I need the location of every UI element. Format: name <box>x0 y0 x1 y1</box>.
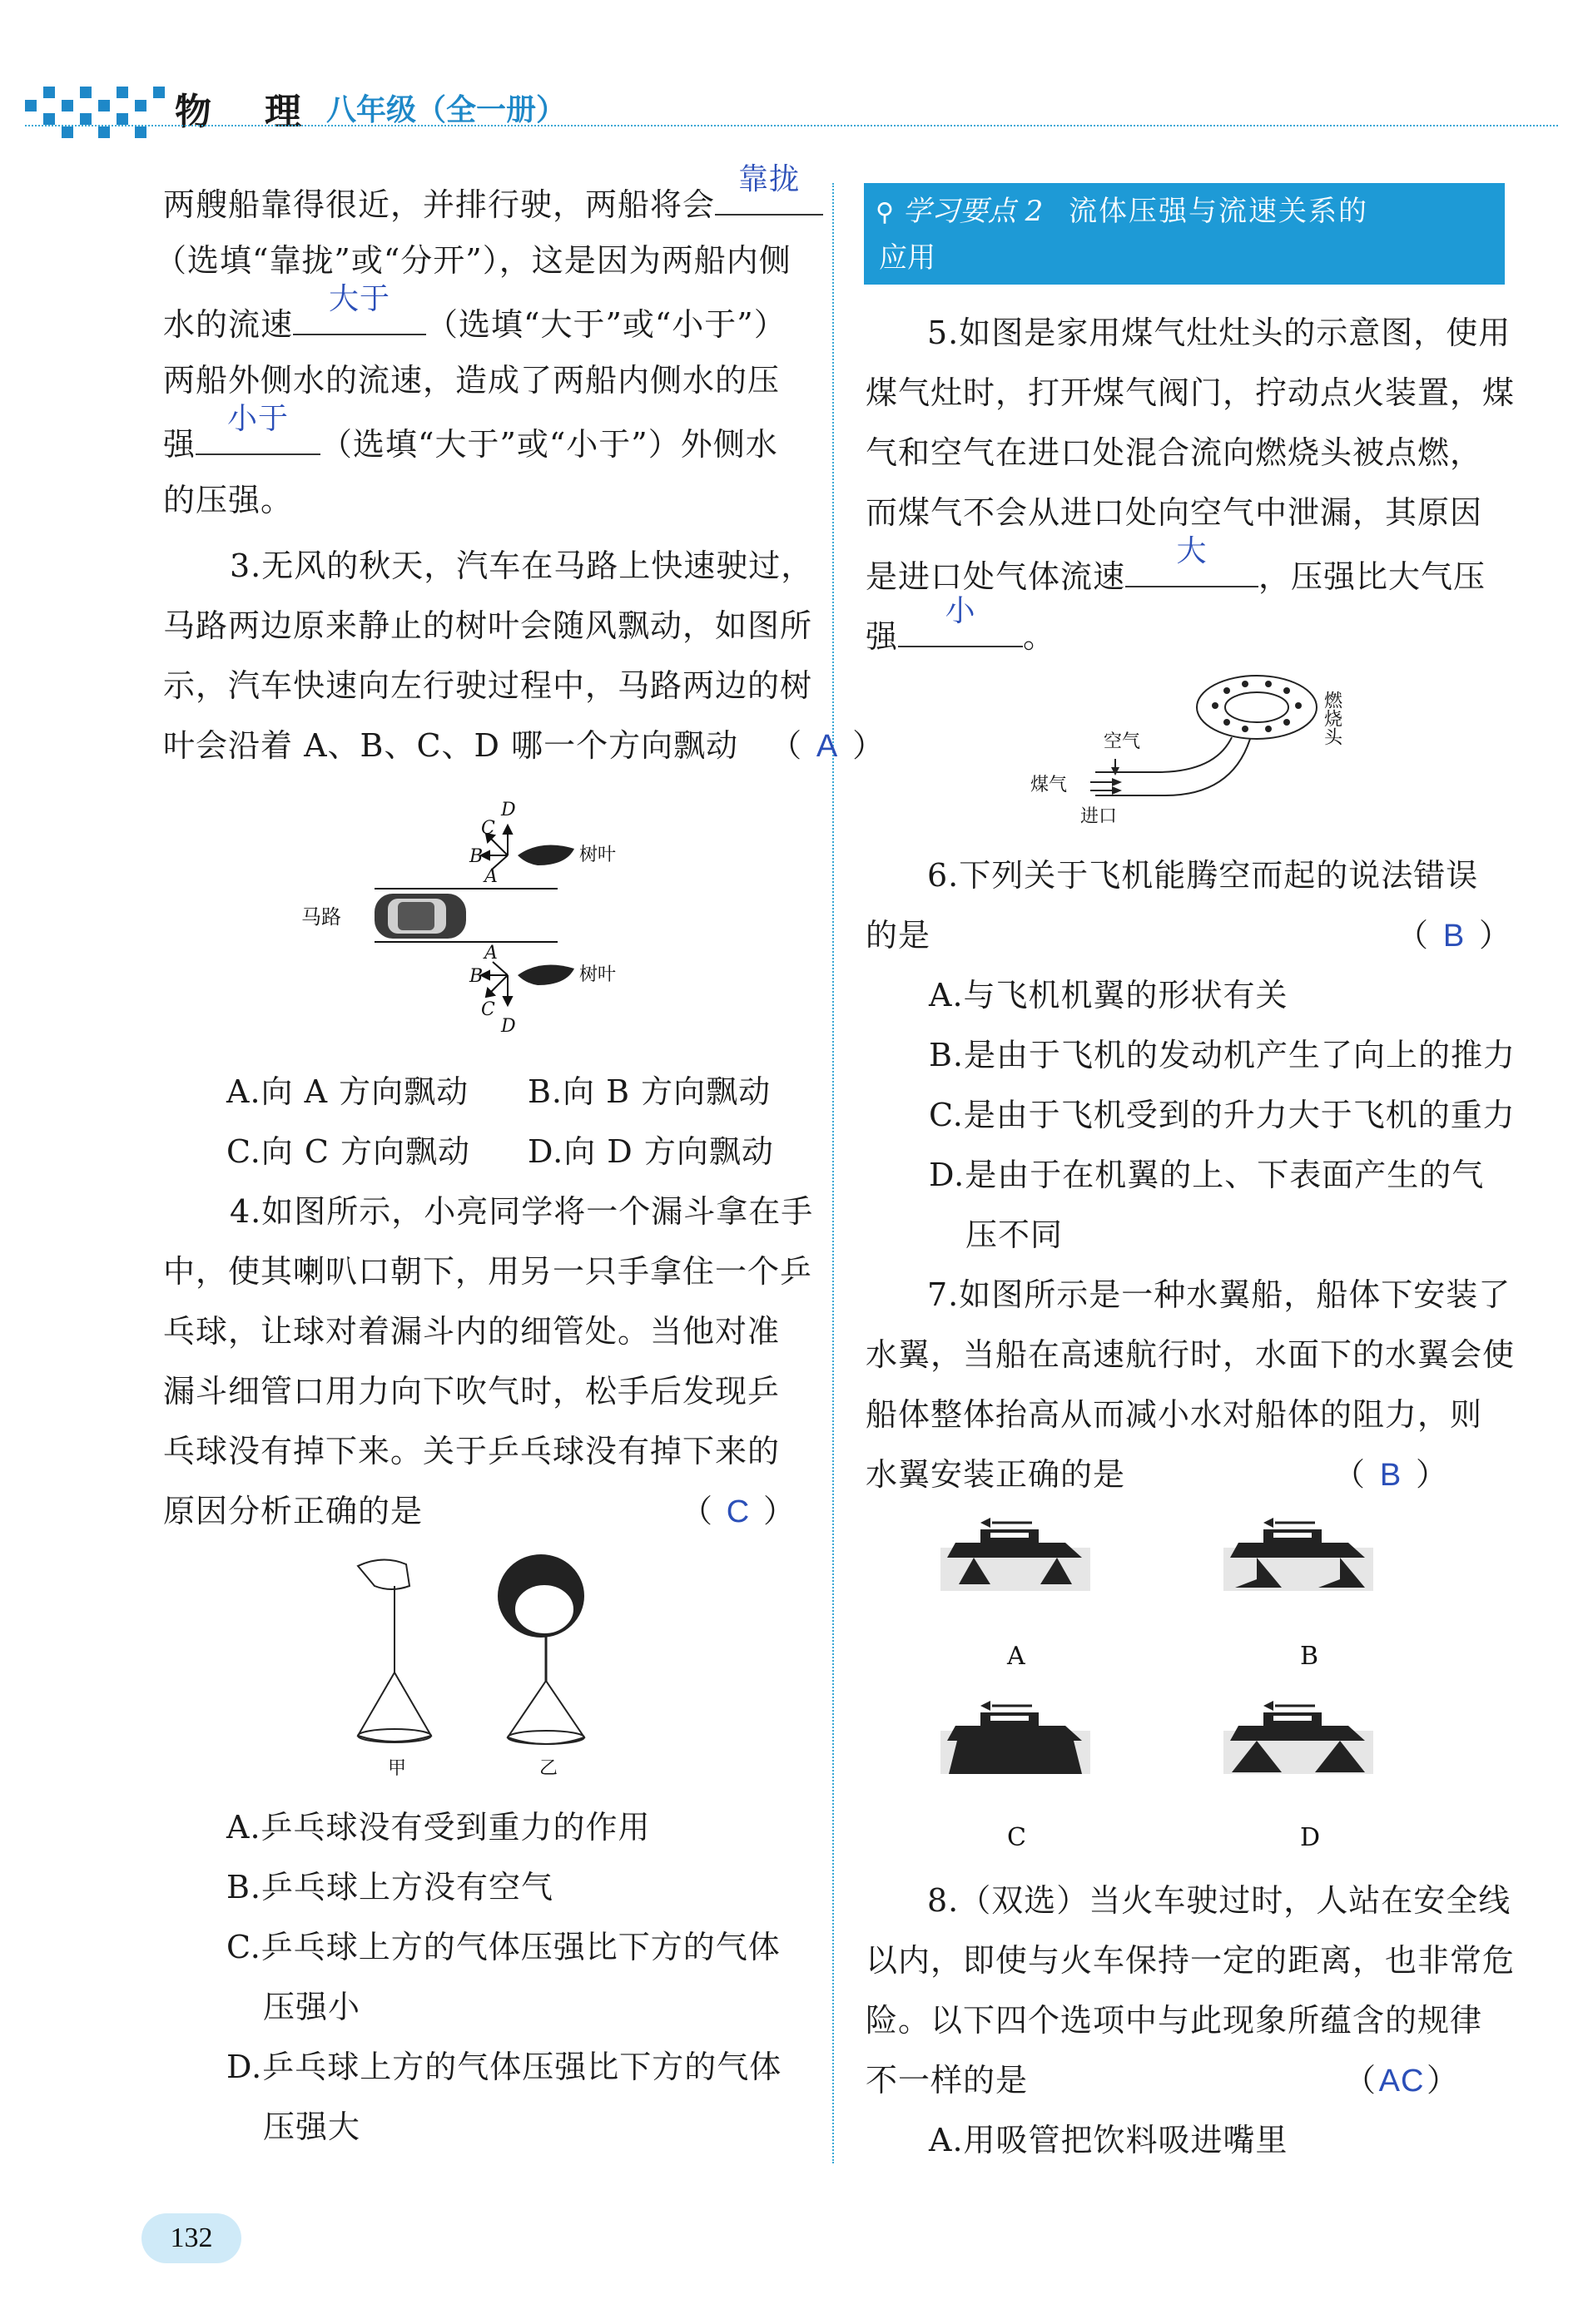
road-leaves-figure <box>291 790 674 1040</box>
header-decoration <box>17 75 166 141</box>
boat-d-icon <box>1223 1701 1373 1774</box>
q3-option-b: B.向 B 方向飘动 <box>528 1073 772 1110</box>
q7-answer: B <box>1379 1458 1402 1493</box>
q2-answer-3: 小于 <box>227 401 290 435</box>
boat-c-icon <box>940 1701 1090 1774</box>
q4-line4: 漏斗细管口用力向下吹气时，松手后发现乒 <box>163 1373 781 1410</box>
q3-option-a: A.向 A 方向飘动 <box>226 1073 469 1110</box>
svg-text:B: B <box>469 966 484 987</box>
grade-title: 八年级（全一册） <box>326 93 567 127</box>
svg-text:C: C <box>481 999 495 1020</box>
search-icon: ⚲ <box>876 198 894 227</box>
q2-line1: 两艘船靠得很近，并排行驶，两船将会 靠拢 <box>163 171 823 235</box>
q4-option-c2: 压强小 <box>263 1989 361 2025</box>
svg-text:B: B <box>469 846 484 867</box>
svg-text:甲: 甲 <box>388 1758 407 1779</box>
q3-answer: A <box>816 729 839 764</box>
svg-text:进口: 进口 <box>1080 806 1118 827</box>
q6-answer: B <box>1442 919 1466 954</box>
q3-option-d: D.向 D 方向飘动 <box>528 1133 774 1170</box>
section-title-1: 流体压强与流速关系的 <box>1069 195 1369 228</box>
svg-text:空气: 空气 <box>1104 731 1141 752</box>
road-label: 马路 <box>301 905 341 929</box>
q2-line5: 强 小于 （选填“大于”或“小于”）外侧水 <box>163 410 778 474</box>
svg-text:乙: 乙 <box>539 1758 558 1779</box>
q4-option-d2: 压强大 <box>263 2108 361 2145</box>
svg-text:D: D <box>501 800 516 820</box>
leaf-bottom-icon <box>518 965 574 986</box>
q2-line3: 水的流速 大于 （选填“大于”或“小于”） <box>163 290 787 354</box>
svg-text:A: A <box>484 866 498 887</box>
q8-answer: AC <box>1378 2064 1425 2099</box>
q5-line6: 强 小 。 <box>866 602 1055 666</box>
q5-line3: 气和空气在进口处混合流向燃烧头被点燃， <box>866 434 1483 471</box>
page-number: 132 <box>141 2213 241 2263</box>
q3-line2: 马路两边原来静止的树叶会随风飘动，如图所 <box>163 607 813 644</box>
q2-line6: 的压强。 <box>163 482 294 518</box>
q4-option-a: A.乒乓球没有受到重力的作用 <box>226 1809 651 1846</box>
q8-line3: 险。以下四个选项中与此现象所蕴含的规律 <box>866 2002 1483 2039</box>
boat-a-icon <box>940 1518 1090 1591</box>
q7-line1: 7.如图所示是一种水翼船，船体下安装了 <box>927 1276 1511 1313</box>
q6-option-b: B.是由于飞机的发动机产生了向上的推力 <box>929 1037 1516 1073</box>
q2-answer-2: 大于 <box>329 281 391 315</box>
svg-text:C: C <box>481 818 495 839</box>
q5-line2: 煤气灶时，打开煤气阀门，拧动点火装置，煤 <box>866 374 1516 411</box>
svg-text:B: B <box>1300 1642 1319 1671</box>
q4-line6: 原因分析正确的是 （ C ） <box>163 1481 796 1542</box>
q6-option-d1: D.是由于在机翼的上、下表面产生的气 <box>929 1157 1485 1193</box>
svg-text:A: A <box>484 943 498 964</box>
q2-answer-1: 靠拢 <box>738 161 801 196</box>
svg-text:A: A <box>1007 1642 1025 1671</box>
q6-line2: 的是 （ B ） <box>866 905 1511 966</box>
q7-line2: 水翼，当船在高速航行时，水面下的水翼会使 <box>866 1336 1516 1373</box>
section-tag: 学习要点 2 <box>902 195 1044 228</box>
header-rule <box>25 125 1558 126</box>
q6-line1: 6.下列关于飞机能腾空而起的说法错误 <box>927 857 1479 894</box>
car-icon <box>375 894 466 939</box>
q4-line5: 乓球没有掉下来。关于乒乓球没有掉下来的 <box>163 1433 781 1469</box>
q4-option-c1: C.乒乓球上方的气体压强比下方的气体 <box>226 1929 781 1965</box>
q3-line4: 叶会沿着 A、B、C、D 哪一个方向飘动 （ A ） <box>163 716 885 776</box>
q5-line1: 5.如图是家用煤气灶灶头的示意图，使用 <box>927 315 1511 351</box>
q4-line1: 4.如图所示，小亮同学将一个漏斗拿在手 <box>230 1193 814 1230</box>
funnel-figure <box>333 1548 616 1781</box>
svg-text:D: D <box>1300 1823 1321 1852</box>
gas-stove-figure <box>1024 666 1357 832</box>
q3-line3: 示，汽车快速向左行驶过程中，马路两边的树 <box>163 667 813 704</box>
q7-line3: 船体整体抬高从而减小水对船体的阻力，则 <box>866 1396 1483 1433</box>
q4-option-d1: D.乒乓球上方的气体压强比下方的气体 <box>226 2049 782 2085</box>
svg-text:燃烧头: 燃烧头 <box>1321 691 1342 746</box>
q4-answer: C <box>726 1494 751 1529</box>
q8-line1: 8.（双选）当火车驶过时，人站在安全线 <box>927 1882 1511 1919</box>
svg-text:C: C <box>1007 1823 1026 1852</box>
hand-icon <box>358 1559 409 1681</box>
q8-option-a: A.用吸管把饮料吸进嘴里 <box>929 2122 1288 2158</box>
q2-line4: 两船外侧水的流速，造成了两船内侧水的压 <box>163 362 781 399</box>
svg-text:树叶: 树叶 <box>579 845 617 865</box>
q8-line2: 以内，即使与火车保持一定的距离，也非常危 <box>866 1942 1516 1979</box>
q2-line2: （选填“靠拢”或“分开”），这是因为两船内侧 <box>155 242 792 279</box>
subject-title: 物 理 <box>175 91 310 133</box>
q8-line4: 不一样的是 （AC） <box>866 2050 1459 2111</box>
svg-text:D: D <box>501 1016 516 1037</box>
q5-answer-1: 大 <box>1176 533 1208 567</box>
q7-line4: 水翼安装正确的是 （ B ） <box>866 1444 1448 1505</box>
hydrofoil-boats-figure <box>940 1514 1423 1881</box>
q6-option-c: C.是由于飞机受到的升力大于飞机的重力 <box>929 1097 1516 1133</box>
section-title-2: 应用 <box>879 241 935 275</box>
q3-option-c: C.向 C 方向飘动 <box>226 1133 471 1170</box>
q5-line5: 是进口处气体流速 大 ，压强比大气压 <box>866 543 1486 607</box>
boat-b-icon <box>1223 1518 1373 1591</box>
svg-text:煤气: 煤气 <box>1030 775 1068 795</box>
q4-line2: 中，使其喇叭口朝下，用另一只手拿住一个乒 <box>163 1253 813 1290</box>
column-divider <box>832 183 834 2163</box>
q6-option-d2: 压不同 <box>965 1217 1064 1253</box>
q4-line3: 乓球，让球对着漏斗内的细管处。当他对准 <box>163 1313 781 1350</box>
section-heading <box>864 183 1505 285</box>
q6-option-a: A.与飞机机翼的形状有关 <box>929 977 1288 1013</box>
q5-line4: 而煤气不会从进口处向空气中泄漏，其原因 <box>866 494 1483 531</box>
q3-line1: 3.无风的秋天，汽车在马路上快速驶过， <box>230 548 814 584</box>
leaf-top-icon <box>518 845 574 866</box>
q4-option-b: B.乒乓球上方没有空气 <box>226 1869 554 1905</box>
person-head-icon <box>498 1554 584 1638</box>
q5-answer-2: 小 <box>945 593 976 627</box>
svg-text:树叶: 树叶 <box>579 964 617 985</box>
